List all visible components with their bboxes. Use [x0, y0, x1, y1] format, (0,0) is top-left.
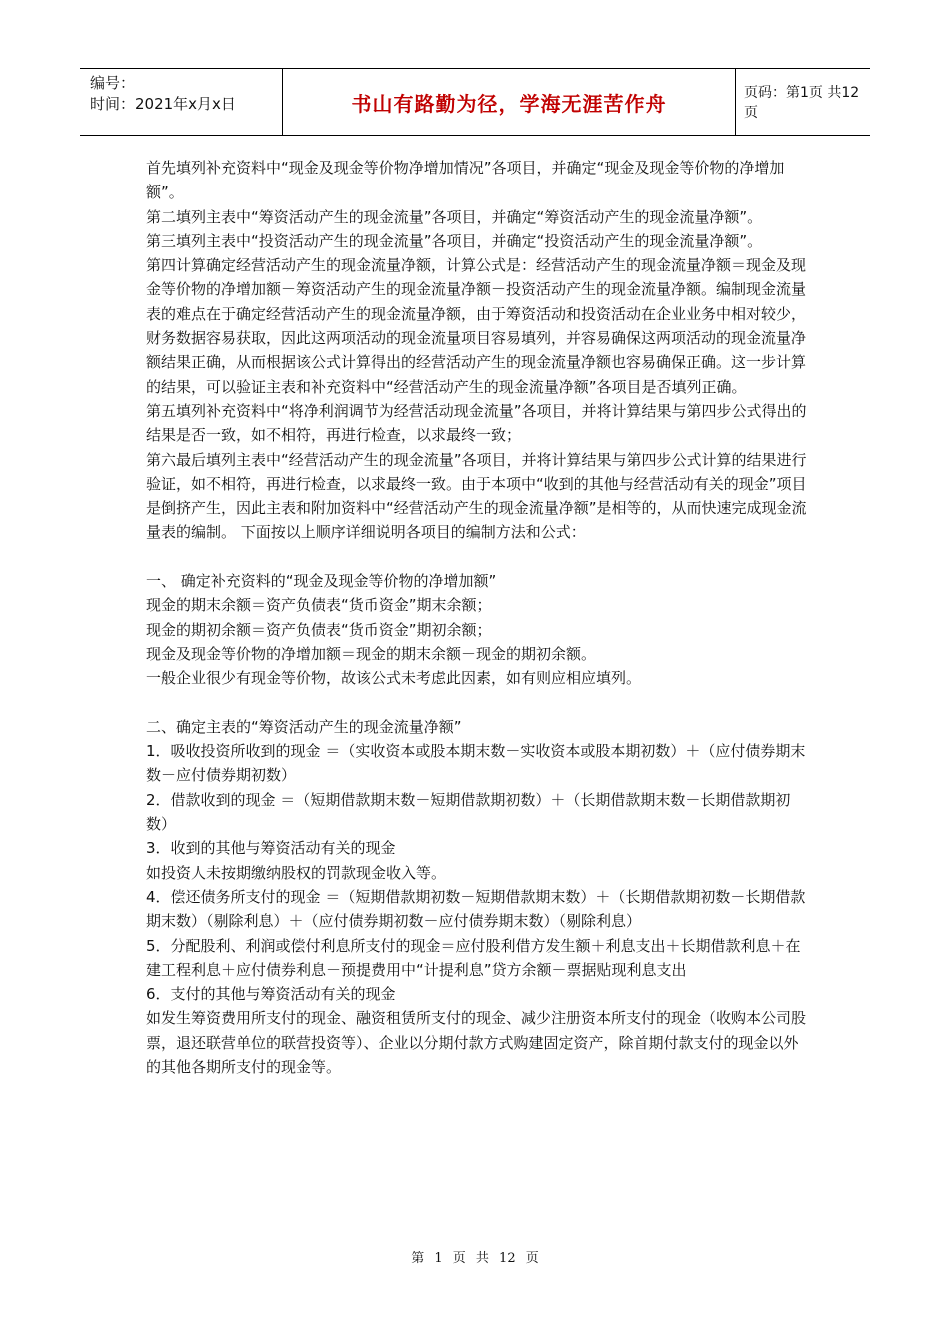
document-body [146, 156, 811, 1079]
page-footer: 第 1 页 共 12 页 [411, 1251, 539, 1266]
list-item-note: 如投资人未按期缴纳股权的罚款现金收入等。 [146, 863, 447, 882]
paragraph-step-5: 第五填列补充资料中“将净利润调节为经营活动现金流量”各项目，并将计算结果与第四步公式得出的结果是否一致，如不相符，再进行检查，以求最终一致； [146, 401, 807, 445]
section-heading-1: 一、 确定补充资料的“现金及现金等价物的净增加额” [146, 572, 497, 591]
formula-line: 现金的期初余额＝资产负债表“货币资金”期初余额； [146, 620, 492, 639]
note-line: 一般企业很少有现金等价物，故该公式未考虑此因素，如有则应相应填列。 [146, 669, 642, 688]
list-item: 3．收到的其他与筹资活动有关的现金 [146, 839, 396, 858]
formula-line: 现金的期末余额＝资产负债表“货币资金”期末余额； [146, 596, 492, 615]
header-motto: 书山有路勤为径，学海无涯苦作舟 [351, 91, 667, 116]
list-item: 1．吸收投资所收到的现金 ＝（实收资本或股本期末数－实收资本或股本期初数）＋（应付债券期末数－应付债券期初数） [146, 742, 806, 785]
formula-line: 现金及现金等价物的净增加额＝现金的期末余额－现金的期初余额。 [146, 644, 597, 663]
header-motto-cell [282, 69, 736, 135]
paragraph-step-2: 第二填列主表中“筹资活动产生的现金流量”各项目，并确定“筹资活动产生的现金流量净额”。 [146, 207, 763, 226]
paragraph-step-3: 第三填列主表中“投资活动产生的现金流量”各项目，并确定“投资活动产生的现金流量净额”。 [146, 231, 763, 250]
section-heading-2: 二、确定主表的“筹资活动产生的现金流量净额” [146, 717, 462, 736]
page-number-label: 页码：第1页 共12页 [744, 85, 860, 121]
paragraph-step-4: 第四计算确定经营活动产生的现金流量净额，计算公式是：经营活动产生的现金流量净额＝现金及现金等价物的净增加额－筹资活动产生的现金流量净额－投资活动产生的现金流量净额。编制现金流量表的难点在于确定经营活动产生的现金流量净额，由于筹资活动和投资活动在企业业务中相对较少，财务数据容易获取，因此这两项活动的现金流量项目容易填列，并容易确保这两项活动的现金流量净额结果正确，从而根据该公式计算得出的经营活动产生的现金流量净额也容易确保正确。这一步计算的结果，可以验证主表和补充资料中“经营活动产生的现金流量净额”各项目是否填列正确。 [146, 256, 807, 396]
list-item: 5．分配股利、利润或偿付利息所支付的现金＝应付股利借方发生额＋利息支出＋长期借款利息＋在建工程利息＋应付债券利息－预提费用中“计提利息”贷方余额－票据贴现利息支出 [146, 936, 801, 979]
list-item-note: 如发生筹资费用所支付的现金、融资租赁所支付的现金、减少注册资本所支付的现金（收购本公司股票，退还联营单位的联营投资等）、企业以分期付款方式购建固定资产，除首期付款支付的现金以外的其他各期所支付的现金等。 [146, 1009, 807, 1076]
list-item: 6．支付的其他与筹资活动有关的现金 [146, 985, 396, 1004]
list-item: 4．偿还债务所支付的现金 ＝（短期借款期初数－短期借款期末数）＋（长期借款期初数－长期借款期末数）（剔除利息）＋（应付债券期初数－应付债券期末数）（剔除利息） [146, 887, 806, 931]
document-date: 时间：2021年x月x日 [90, 95, 236, 113]
header-meta [80, 69, 282, 135]
paragraph-step-1: 首先填列补充资料中“现金及现金等价物净增加情况”各项目，并确定“现金及现金等价物的净增加额”。 [146, 159, 785, 202]
page-header [80, 68, 870, 136]
paragraph-step-6: 第六最后填列主表中“经营活动产生的现金流量”各项目，并将计算结果与第四步公式计算的结果进行验证，如不相符，再进行检查，以求最终一致。由于本项中“收到的其他与经营活动有关的现金”项目是倒挤产生，因此主表和附加资料中“经营活动产生的现金流量净额”是相等的，从而快速完成现金流量表的编制。 下面按以上顺序详细说明各项目的编制方法和公式： [146, 450, 807, 542]
list-item: 2．借款收到的现金 ＝（短期借款期末数－短期借款期初数）＋（长期借款期末数－长期借款期初数） [146, 790, 791, 834]
header-page-info [736, 69, 870, 135]
document-number-label: 编号： [90, 74, 136, 92]
